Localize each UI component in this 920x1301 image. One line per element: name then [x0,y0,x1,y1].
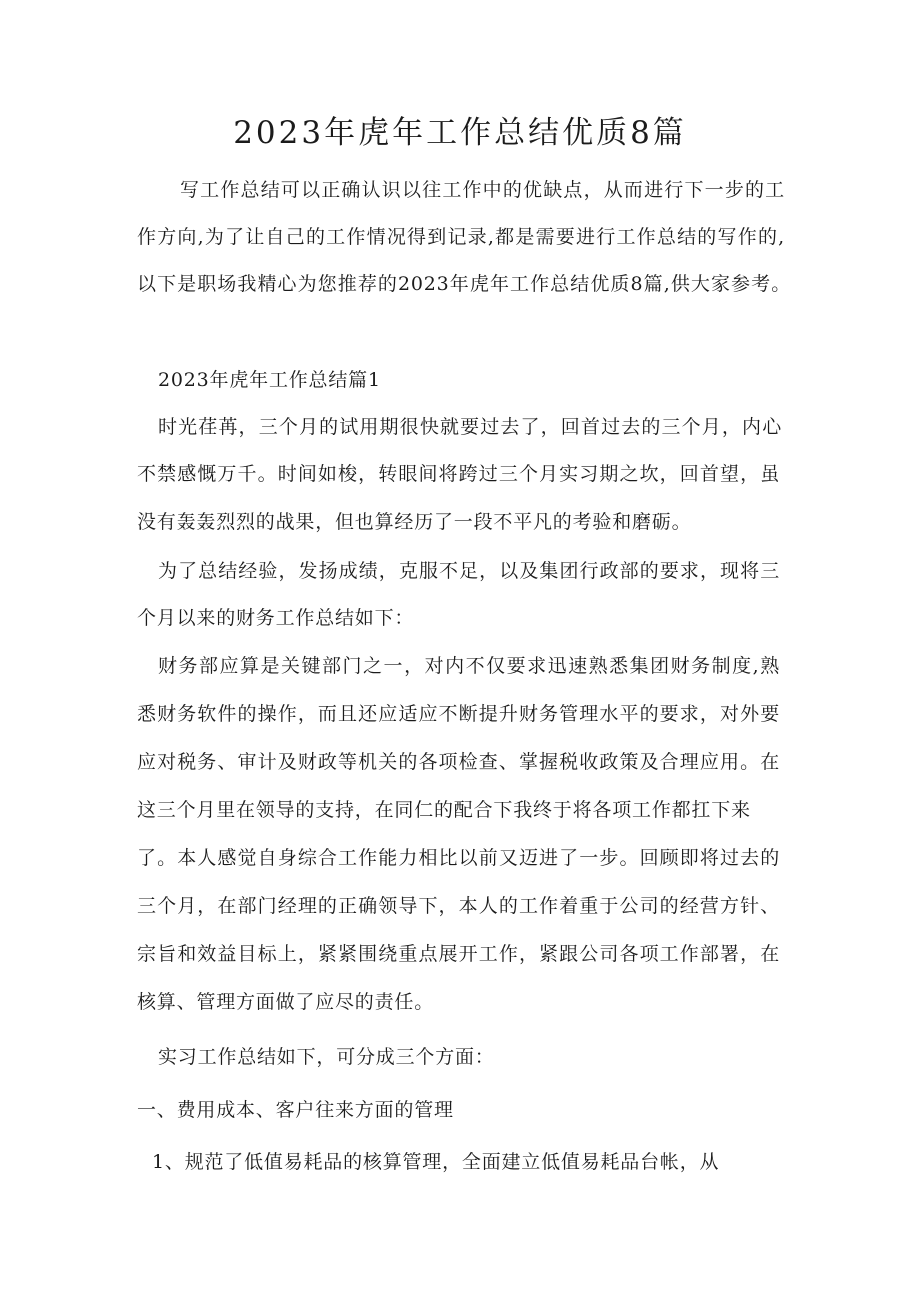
text-line: 个月以来的财务工作总结如下： [137,607,415,629]
text-line: 宗旨和效益目标上，紧紧围绕重点展开工作，紧跟公司各项工作部署，在 [137,943,780,965]
text-line: 了。本人感觉自身综合工作能力相比以前又迈进了一步。回顾即将过去的 [137,847,780,869]
text-line: 时光荏苒，三个月的试用期很快就要过去了，回首过去的三个月，内心 [158,416,782,438]
text-line: 一、费用成本、客户往来方面的管理 [137,1099,454,1121]
text-line: 核算、管理方面做了应尽的责任。 [137,991,435,1013]
text-line: 1、规范了低值易耗品的核算管理，全面建立低值易耗品台帐，从 [152,1151,720,1173]
text-line: 悉财务软件的操作，而且还应适应不断提升财务管理水平的要求，对外要 [137,703,780,725]
text-line: 实习工作总结如下，可分成三个方面： [158,1046,495,1068]
text-line: 写工作总结可以正确认识以往工作中的优缺点，从而进行下一步的工 [180,179,785,201]
section-heading: 2023年虎年工作总结篇1 [158,369,381,391]
text-line: 应对税务、审计及财政等机关的各项检查、掌握税收政策及合理应用。在 [137,751,780,773]
text-line: 作方向,为了让自己的工作情况得到记录,都是需要进行工作总结的写作的, [137,226,785,248]
text-line: 不禁感慨万千。时间如梭，转眼间将跨过三个月实习期之坎，回首望，虽 [137,463,780,485]
text-line: 三个月，在部门经理的正确领导下，本人的工作着重于公司的经营方针、 [137,895,780,917]
text-line: 没有轰轰烈烈的战果，但也算经历了一段不平凡的考验和磨砺。 [137,511,692,533]
text-line: 为了总结经验，发扬成绩，克服不足，以及集团行政部的要求，现将三 [158,560,780,582]
text-line: 这三个月里在领导的支持，在同仁的配合下我终于将各项工作都扛下来 [137,799,751,821]
document-title: 2023年虎年工作总结优质8篇 [233,115,687,151]
text-line: 财务部应算是关键部门之一，对内不仅要求迅速熟悉集团财务制度,熟 [158,655,780,677]
text-line: 以下是职场我精心为您推荐的2023年虎年工作总结优质8篇,供大家参考。 [137,273,791,295]
